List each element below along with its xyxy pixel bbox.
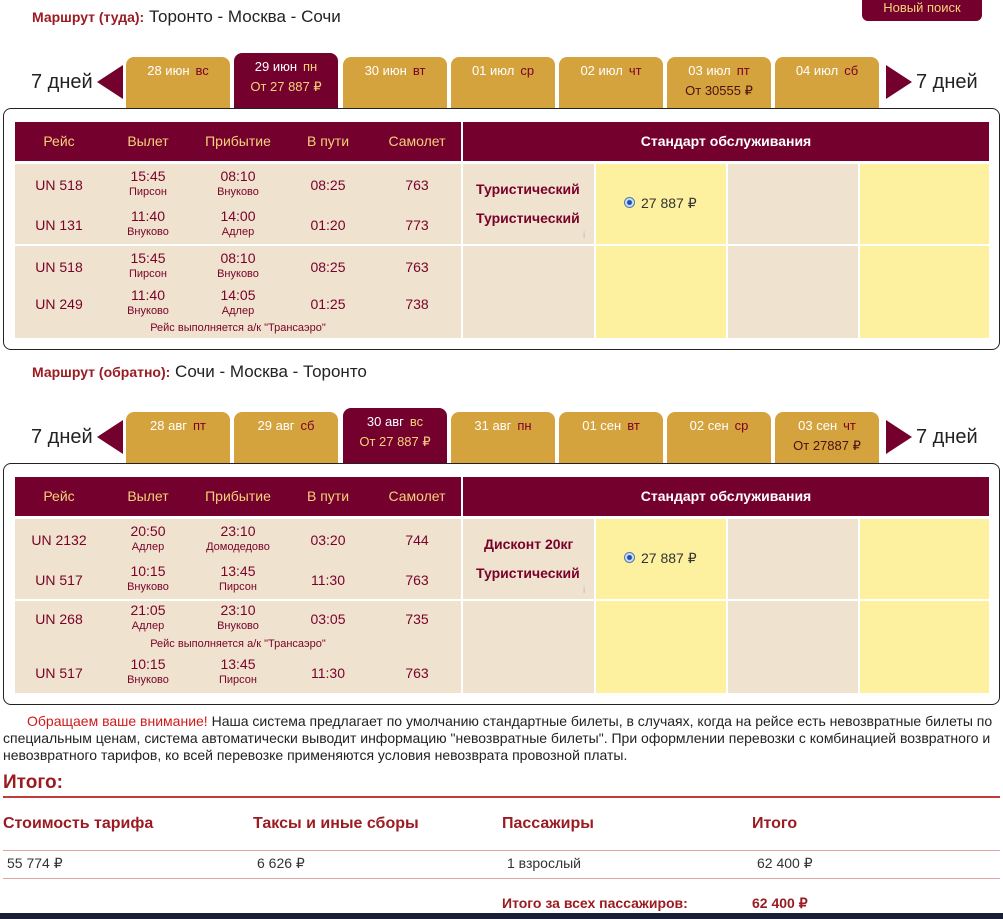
summary-title: Итого: xyxy=(3,772,63,793)
flight-number: UN 517 xyxy=(35,665,83,681)
duration: 11:30 xyxy=(311,665,345,681)
date-tab[interactable] xyxy=(775,412,879,464)
return-group2-classes xyxy=(463,601,594,693)
arr-airport: Внуково xyxy=(217,620,259,632)
return-group1-empty-yellow xyxy=(860,519,989,599)
tab-date: 30 июн xyxy=(364,63,407,78)
summary-header-taxes: Таксы и иные сборы xyxy=(253,815,419,832)
taskbar-strip xyxy=(0,913,1003,919)
arrow-left-icon xyxy=(97,420,123,454)
date-tab[interactable] xyxy=(775,57,879,109)
arr-time: 23:10 xyxy=(220,602,256,618)
tab-min-price: От 27 887 ₽ xyxy=(359,434,431,449)
tab-weekday: вт xyxy=(412,63,426,78)
outbound-group1-classes xyxy=(463,164,594,244)
dep-airport: Внуково xyxy=(127,226,169,238)
outbound-group2-empty-yellow xyxy=(860,246,989,338)
arr-airport: Адлер xyxy=(221,226,255,238)
duration: 01:25 xyxy=(310,296,346,312)
arr-time: 23:10 xyxy=(220,523,256,539)
tab-date: 02 июл xyxy=(580,63,623,78)
date-tab[interactable] xyxy=(451,57,555,109)
dep-airport: Пирсон xyxy=(129,268,167,280)
notice-body: Наша система предлагает по умолчанию стандартные билеты, в случаях, когда на рейсе есть невозвратные билеты по специальным ценам, система автоматически выводит информацию "невозвратные билеты". При оформлении перевозки с комбинацией возвратного и невозвратного тарифов, ко всей перевозке применяются условия невозврата провозной платы. xyxy=(3,713,993,763)
tab-date: 29 авг xyxy=(257,418,295,433)
date-tab[interactable] xyxy=(559,57,663,109)
arr-time: 08:10 xyxy=(220,250,256,266)
tab-weekday: сб xyxy=(844,63,859,78)
outbound-table-header xyxy=(15,122,461,161)
grand-total-value: 62 400 ₽ xyxy=(752,895,808,911)
aircraft: 773 xyxy=(405,217,429,233)
flight-number: UN 518 xyxy=(35,177,83,193)
return-flights-panel xyxy=(3,463,1000,705)
summary-fare-value: 55 774 ₽ xyxy=(7,855,63,871)
arr-airport: Пирсон xyxy=(219,674,257,686)
arr-time: 13:45 xyxy=(220,563,256,579)
header-flight: Рейс xyxy=(43,133,75,149)
aircraft: 763 xyxy=(405,259,429,275)
fare-class: Туристический xyxy=(476,565,580,581)
outbound-group1-empty-yellow xyxy=(860,164,989,244)
flight-number: UN 517 xyxy=(35,572,83,588)
dep-airport: Внуково xyxy=(127,305,169,317)
header-departure: Вылет xyxy=(127,488,169,504)
date-tab[interactable] xyxy=(667,57,771,109)
date-tab[interactable] xyxy=(667,412,771,464)
fare-radio-selected[interactable] xyxy=(624,197,635,208)
aircraft: 763 xyxy=(405,177,429,193)
tab-weekday: пт xyxy=(736,63,750,78)
tab-min-price: От 27 887 ₽ xyxy=(250,79,322,94)
dep-airport: Внуково xyxy=(127,674,169,686)
dep-airport: Внуково xyxy=(127,581,169,593)
dep-time: 15:45 xyxy=(130,250,166,266)
flight-number: UN 2132 xyxy=(31,532,87,548)
tab-weekday: сб xyxy=(300,418,315,433)
tab-date: 03 сен xyxy=(798,418,838,433)
dep-time: 20:50 xyxy=(130,523,166,539)
return-route-cities: Сочи - Москва - Торонто xyxy=(175,362,367,381)
new-search-button[interactable]: Новый поиск xyxy=(862,0,982,21)
flight-number: UN 249 xyxy=(35,296,83,312)
fare-class: Туристический xyxy=(476,210,580,226)
return-group2-fare-cell xyxy=(596,601,726,693)
date-tab[interactable] xyxy=(126,57,230,109)
summary-passengers-value: 1 взрослый xyxy=(507,855,581,871)
tab-date: 03 июл xyxy=(688,63,731,78)
prev-week-label: 7 дней xyxy=(31,425,93,448)
tab-weekday: вс xyxy=(195,63,209,78)
date-tab[interactable] xyxy=(343,57,447,109)
duration: 03:05 xyxy=(310,611,346,627)
outbound-next-week[interactable] xyxy=(886,65,978,99)
flight-number: UN 518 xyxy=(35,259,83,275)
arr-time: 14:00 xyxy=(220,208,256,224)
header-departure: Вылет xyxy=(127,133,169,149)
outbound-group2-empty-cell xyxy=(728,246,858,338)
return-group2-empty-cell xyxy=(728,601,858,693)
outbound-standard-header: Стандарт обслуживания xyxy=(463,122,989,161)
return-prev-week[interactable] xyxy=(31,420,123,454)
tab-date: 30 авг xyxy=(366,414,404,429)
dep-airport: Адлер xyxy=(131,541,165,553)
summary-header-total: Итого xyxy=(752,815,798,832)
header-aircraft: Самолет xyxy=(388,488,446,504)
summary-taxes-value: 6 626 ₽ xyxy=(257,855,305,871)
summary-header-passengers: Пассажиры xyxy=(502,815,594,832)
return-route-title xyxy=(32,362,367,382)
tab-weekday: чт xyxy=(843,418,856,433)
arr-time: 08:10 xyxy=(220,168,256,184)
flight-number: UN 131 xyxy=(35,217,83,233)
arr-airport: Адлер xyxy=(221,305,255,317)
outbound-prev-week[interactable] xyxy=(31,65,123,99)
header-arrival: Прибытие xyxy=(205,488,271,504)
tab-weekday: пт xyxy=(192,418,206,433)
date-tab[interactable] xyxy=(451,412,555,464)
dep-time: 10:15 xyxy=(130,563,166,579)
summary-row-divider xyxy=(3,878,1000,879)
outbound-route-label: Маршрут (туда): xyxy=(32,9,145,25)
duration: 01:20 xyxy=(310,217,346,233)
date-tab[interactable] xyxy=(234,53,338,109)
operator-note: Рейс выполняется а/к "Трансаэро" xyxy=(150,322,326,334)
date-tab[interactable] xyxy=(234,412,338,464)
tab-min-price: От 27887 ₽ xyxy=(793,438,861,453)
return-standard-header: Стандарт обслуживания xyxy=(463,477,989,516)
tab-date: 01 июл xyxy=(471,63,515,78)
return-route-label: Маршрут (обратно): xyxy=(32,364,171,380)
fare-price: 27 887 ₽ xyxy=(641,195,697,211)
tab-min-price: От 30555 ₽ xyxy=(685,83,753,98)
arrow-left-icon xyxy=(97,65,123,99)
next-week-label: 7 дней xyxy=(916,425,978,448)
next-week-label: 7 дней xyxy=(916,70,978,93)
return-next-week[interactable] xyxy=(886,420,978,454)
date-tab[interactable] xyxy=(559,412,663,464)
tab-date: 29 июн xyxy=(254,59,298,74)
summary-row-divider xyxy=(3,850,1000,851)
tab-date: 01 сен xyxy=(582,418,622,433)
dep-time: 10:15 xyxy=(130,656,166,672)
dep-time: 11:40 xyxy=(131,208,165,224)
aircraft: 763 xyxy=(405,572,429,588)
dep-time: 21:05 xyxy=(130,602,166,618)
tab-weekday: ср xyxy=(734,418,749,433)
dep-time: 11:40 xyxy=(131,287,165,303)
duration: 03:20 xyxy=(310,532,346,548)
outbound-flights-panel xyxy=(3,108,1000,350)
return-group1-empty-cell xyxy=(728,519,858,599)
arr-airport: Внуково xyxy=(217,268,259,280)
tab-weekday: пн xyxy=(303,59,318,74)
summary-header-fare: Стоимость тарифа xyxy=(3,815,154,832)
fare-price: 27 887 ₽ xyxy=(641,550,697,566)
duration: 08:25 xyxy=(310,177,346,193)
arr-airport: Внуково xyxy=(217,186,259,198)
return-group2-empty-yellow xyxy=(860,601,989,693)
fare-radio-selected[interactable] xyxy=(624,552,635,563)
tab-date: 02 сен xyxy=(689,418,729,433)
grand-total-label: Итого за всех пассажиров: xyxy=(502,895,688,911)
aircraft: 738 xyxy=(405,296,429,312)
arr-time: 14:05 xyxy=(220,287,256,303)
tab-date: 28 авг xyxy=(150,418,187,433)
dep-airport: Адлер xyxy=(131,620,165,632)
outbound-route-cities: Торонто - Москва - Сочи xyxy=(148,7,341,26)
aircraft: 744 xyxy=(405,532,429,548)
aircraft: 763 xyxy=(405,665,429,681)
return-table-header xyxy=(15,477,461,516)
notice-text xyxy=(3,713,1000,764)
arr-airport: Домодедово xyxy=(206,541,270,553)
header-arrival: Прибытие xyxy=(205,133,271,149)
outbound-route-title xyxy=(32,7,341,27)
return-group1-classes xyxy=(463,519,594,599)
arr-time: 13:45 xyxy=(220,656,256,672)
tab-weekday: ср xyxy=(520,63,535,78)
tab-weekday: чт xyxy=(628,63,642,78)
dep-airport: Пирсон xyxy=(129,186,167,198)
outbound-group2-fare-cell xyxy=(596,246,726,338)
duration: 08:25 xyxy=(310,259,346,275)
header-duration: В пути xyxy=(306,488,350,504)
date-tab[interactable] xyxy=(343,408,447,464)
flight-number: UN 268 xyxy=(35,611,83,627)
prev-week-label: 7 дней xyxy=(31,70,93,93)
header-flight: Рейс xyxy=(43,488,75,504)
dep-time: 15:45 xyxy=(130,168,166,184)
arrow-right-icon xyxy=(886,65,912,99)
notice-attention: Обращаем ваше внимание! xyxy=(27,713,208,729)
header-duration: В пути xyxy=(306,133,350,149)
summary-divider xyxy=(3,796,1000,798)
arrow-right-icon xyxy=(886,420,912,454)
arr-airport: Пирсон xyxy=(219,581,257,593)
aircraft: 735 xyxy=(405,611,429,627)
fare-class: Дисконт 20кг xyxy=(484,536,574,552)
summary-total-value: 62 400 ₽ xyxy=(757,855,813,871)
outbound-group1-empty-cell xyxy=(728,164,858,244)
fare-class: Туристический xyxy=(476,181,580,197)
duration: 11:30 xyxy=(311,572,345,588)
tab-date: 04 июл xyxy=(795,63,839,78)
date-tab[interactable] xyxy=(126,412,230,464)
tab-weekday: вс xyxy=(409,414,424,429)
outbound-group2-classes xyxy=(463,246,594,338)
tab-weekday: пн xyxy=(517,418,532,433)
tab-weekday: вт xyxy=(627,418,640,433)
tab-date: 31 авг xyxy=(474,418,512,433)
tab-date: 28 июн xyxy=(147,63,190,78)
info-icon[interactable]: i xyxy=(583,585,586,596)
header-aircraft: Самолет xyxy=(388,133,446,149)
info-icon[interactable]: i xyxy=(583,230,586,241)
operator-note: Рейс выполняется а/к "Трансаэро" xyxy=(150,638,326,650)
